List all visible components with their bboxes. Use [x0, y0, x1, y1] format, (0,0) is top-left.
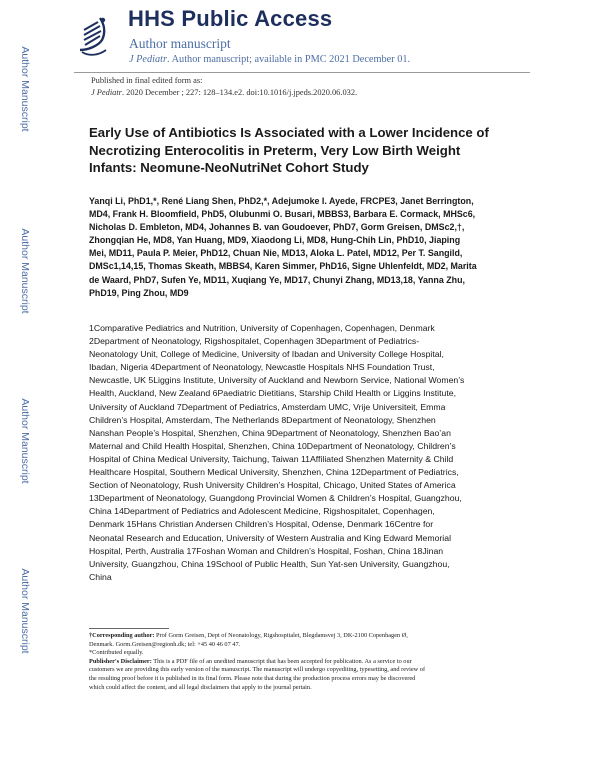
availability-line: [129, 54, 410, 65]
affiliation-line: 2Department of Neonatology, Rigshospitalet, Copenhagen 3Department of Pediatrics-: [89, 336, 420, 347]
affiliation-line: Denmark 15Hans Christian Andersen Children’s Hospital, Odense, Denmark 16Centre for: [89, 519, 434, 530]
author-line: DMSc1,14,15, Thomas Skeath, MBBS4, Karen Simmer, PhD16, Signe Uhlenfeldt, MD2, Marita: [89, 261, 477, 272]
side-label-author-manuscript: Author Manuscript: [19, 398, 31, 484]
side-label-author-manuscript: Author Manuscript: [19, 568, 31, 654]
corresponding-contact: Denmark. Gorm.Greisen@regionh.dk; tel: +45 40 46 07 47.: [89, 640, 241, 648]
hhs-public-access-title: HHS Public Access: [128, 6, 333, 31]
journal-abbrev: J Pediatr: [129, 54, 168, 65]
affiliation-line: Healthcare Hospital, Southern Medical University, Shenzhen, China 12Department of Pediatrics,: [89, 467, 459, 478]
affiliation-line: Newcastle, UK 5Liggins Institute, University of Auckland and Newborn Service, National Women’s: [89, 375, 465, 386]
hhs-logo-icon: [74, 14, 114, 58]
affiliation-line: 13Department of Neonatology, Guangdong Provincial Women & Children’s Hospital, Guangzhou,: [89, 493, 462, 504]
citation-journal: J Pediatr: [91, 88, 122, 97]
citation-line: [91, 88, 357, 97]
affiliation-line: Maternal and Child Health Hospital, Shenzhen, China 10Department of Neonatology, Children’s: [89, 440, 456, 451]
author-line: Zhongqian He, MD8, Yan Huang, MD9, Xiaodong Li, MD8, Hung-Chih Lin, PhD10, Jiaping: [89, 235, 461, 246]
affiliation-line: Hospital, Perth, Australia 17Foshan Woman and Children’s Hospital, Foshan, China 18Jinan: [89, 545, 444, 556]
disclaimer-line: which could affect the content, and all legal disclaimers that apply to the journal pertain.: [89, 683, 312, 691]
side-label-author-manuscript: Author Manuscript: [19, 46, 31, 132]
affiliation-line: Hospital of China Medical University, Taichung, Taiwan 11Affiliated Shenzhen Maternity & Child: [89, 453, 454, 464]
disclaimer-label: Publisher's Disclaimer:: [89, 657, 152, 665]
author-line: PhD19, Ping Zhou, MD9: [89, 287, 189, 298]
author-list: [89, 195, 519, 300]
author-line: Yanqi Li, PhD1,*, René Liang Shen, PhD2,*, Adejumoke I. Ayede, FRCPE3, Janet Berrington,: [89, 196, 474, 206]
title-line: Infants: Neomune-NeoNutriNet Cohort Study: [89, 160, 369, 175]
published-in-label: Published in final edited form as:: [91, 76, 203, 85]
corresponding-text: Prof Gorm Greisen, Dept of Neonatology, Rigshospitalet, Blegdamsvej 3, DK-2100 Copenhagen Ø,: [154, 632, 408, 639]
citation-text: . 2020 December ; 227: 128–134.e2. doi:10.1016/j.jpeds.2020.06.032.: [121, 88, 358, 97]
footnote-divider: [89, 628, 169, 629]
affiliation-line: Neonatology Unit, College of Medicine, University of Ibadan and University College Hospital,: [89, 349, 444, 360]
title-line: Necrotizing Enterocolitis in Preterm, Very Low Birth Weight: [89, 142, 461, 158]
equal-contribution-note: *Contributed equally.: [89, 649, 144, 657]
disclaimer-line: the resulting proof before it is published in its final form. Please note that during the production process errors may be discovered: [89, 674, 416, 682]
author-line: MD4, Frank H. Bloomfield, PhD5, Olubunmi O. Busari, MBBS3, Barbara E. Cormack, MHSc6,: [89, 209, 476, 220]
corresponding-label: †Corresponding author:: [89, 632, 155, 639]
availability-text: . Author manuscript; available in PMC 2021 December 01.: [167, 54, 411, 65]
header-divider: [74, 72, 530, 73]
footnotes: [89, 632, 529, 692]
affiliation-line: University, Guangzhou, China 19School of Public Health, Sun Yat-sen University, Guangzhou,: [89, 558, 450, 569]
side-label-author-manuscript: Author Manuscript: [19, 228, 31, 314]
affiliation-line: Ibadan, Nigeria 4Department of Neonatology, Newcastle Hospitals NHS Foundation Trust,: [89, 362, 435, 373]
disclaimer-line: customers we are providing this early version of the manuscript. The manuscript will undergo copyediting, typesetting, and review of: [89, 666, 426, 674]
affiliation-line: Section of Neonatology, Rush University Children’s Hospital, Chicago, United States of America: [89, 480, 456, 491]
affiliation-line: China: [89, 571, 112, 582]
author-line: Nicholas D. Embleton, MD4, Johannes B. van Goudoever, PhD7, Gorm Greisen, DMSc2,†,: [89, 222, 465, 233]
affiliation-line: Nanshan People’s Hospital, Shenzhen, China 9Department of Neonatology, Shenzhen Bao’an: [89, 427, 451, 438]
affiliation-line: 1Comparative Pediatrics and Nutrition, University of Copenhagen, Copenhagen, Denmark: [89, 323, 435, 333]
corresponding-author-note: [89, 632, 529, 641]
author-line: de Waard, PhD7, Sufen Ye, MD11, Xuqiang Ye, MD17, Chunyi Zhang, MD13,18, Yanna Zhu,: [89, 274, 465, 285]
affiliations: [89, 322, 519, 584]
affiliation-line: Neonatal Research and Education, University of Western Australia and King Edward Memorial: [89, 532, 452, 543]
affiliation-line: University of Auckland 7Department of Pediatrics, Amsterdam UMC, Vrije Universiteit, Emma: [89, 401, 446, 412]
author-manuscript-subtitle: Author manuscript: [129, 36, 231, 51]
author-line: Mei, MD11, Paula P. Meier, PhD12, Chuan Nie, MD13, Aloka L. Patel, MD12, Per T. Sangild,: [89, 248, 463, 259]
affiliation-line: Children’s Hospital, Amsterdam, The Netherlands 8Department of Neonatology, Shenzhen: [89, 414, 436, 425]
disclaimer-text: This is a PDF file of an unedited manuscript that has been accepted for publication. As a service to our: [151, 657, 412, 665]
article-title: [89, 124, 519, 177]
publisher-disclaimer: [89, 658, 529, 667]
affiliation-line: China 14Department of Pediatrics and Adolescent Medicine, Rigshospitalet, Copenhagen,: [89, 506, 435, 517]
affiliation-line: Health, Auckland, New Zealand 6Paediatric Dietitians, Starship Child Health or Liggins Institute,: [89, 388, 456, 399]
title-line: Early Use of Antibiotics Is Associated with a Lower Incidence of: [89, 125, 489, 140]
